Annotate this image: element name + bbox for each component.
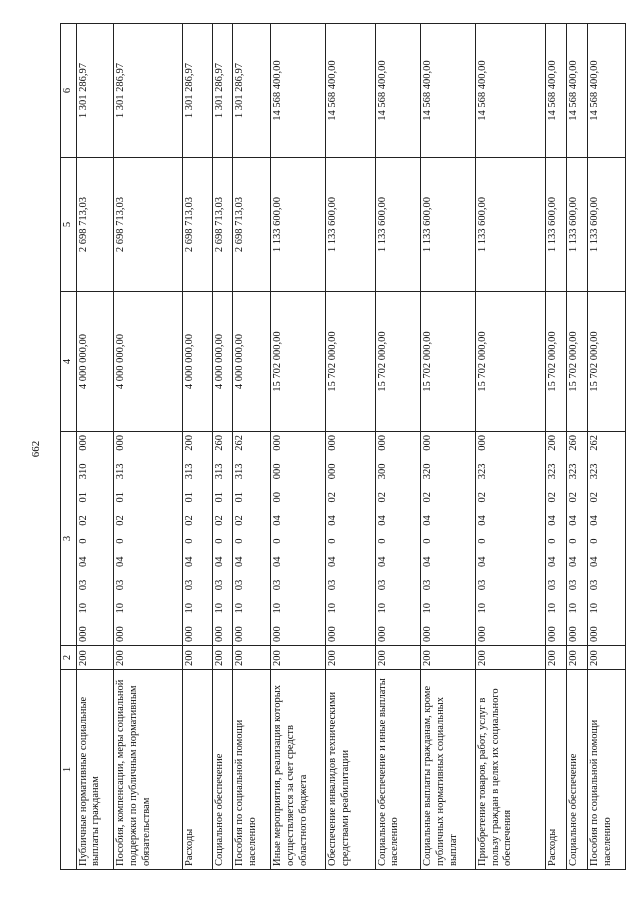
budget-code-part: 200 [183, 435, 195, 451]
table-row [212, 24, 233, 870]
row-amount-col5: 1 133 600,00 [546, 158, 567, 292]
budget-code-part: 04 [327, 556, 339, 567]
budget-code-part: 0 [77, 538, 89, 544]
budget-code-part: 0 [183, 538, 195, 544]
budget-code-part: 04 [213, 556, 225, 567]
budget-code-part: 000 [422, 626, 434, 642]
row-name-cell: Расходы [182, 670, 212, 870]
budget-code-part: 0 [234, 538, 246, 544]
budget-code-parts [214, 435, 227, 642]
budget-code-part: 03 [115, 579, 127, 591]
row-amount-col6: 14 568 400,00 [567, 24, 588, 158]
row-amount-col5: 1 133 600,00 [375, 158, 421, 292]
table-row [421, 24, 476, 870]
budget-code-part: 000 [588, 626, 600, 642]
row-amount-col6: 1 301 286,97 [212, 24, 233, 158]
row-admin-code-cell: 200 [76, 646, 114, 670]
row-budget-code-cell [326, 432, 376, 646]
row-name-cell: Приобретение товаров, работ, услуг в пользу граждан в целях их социального обеспечения [476, 670, 546, 870]
row-amount-col6: 14 568 400,00 [421, 24, 476, 158]
row-amount-col6: 14 568 400,00 [326, 24, 376, 158]
budget-code-part: 000 [376, 435, 388, 451]
budget-code-part: 04 [588, 515, 600, 526]
budget-code-part: 04 [272, 515, 284, 526]
budget-code-part: 02 [183, 515, 195, 526]
page-number: 662 [30, 440, 42, 458]
row-amount-col5: 1 133 600,00 [271, 158, 326, 292]
row-amount-col5: 1 133 600,00 [476, 158, 546, 292]
header-cell-4: 4 [61, 292, 77, 432]
budget-code-part: 10 [77, 603, 89, 614]
budget-code-part: 313 [115, 463, 127, 480]
table-row [375, 24, 421, 870]
budget-code-part: 260 [568, 435, 580, 451]
budget-code-part: 04 [588, 556, 600, 567]
budget-code-part: 000 [568, 626, 580, 642]
budget-code-part: 000 [327, 626, 339, 642]
budget-code-parts [115, 435, 128, 642]
budget-code-part: 04 [376, 515, 388, 526]
budget-code-part: 323 [477, 463, 489, 480]
table-row [546, 24, 567, 870]
budget-code-part: 03 [422, 579, 434, 591]
row-amount-col5: 2 698 713,03 [182, 158, 212, 292]
budget-code-part: 03 [77, 579, 89, 591]
budget-code-part: 04 [183, 556, 195, 567]
row-amount-col6: 14 568 400,00 [271, 24, 326, 158]
budget-code-part: 04 [422, 515, 434, 526]
budget-code-parts [377, 435, 390, 642]
budget-code-part: 02 [213, 515, 225, 526]
row-budget-code-cell [375, 432, 421, 646]
budget-code-part: 000 [376, 626, 388, 642]
budget-code-parts [422, 435, 435, 642]
budget-code-part: 10 [568, 603, 580, 614]
row-amount-col6: 1 301 286,97 [182, 24, 212, 158]
budget-code-part: 323 [568, 463, 580, 480]
budget-code-parts [589, 435, 602, 642]
budget-code-part: 03 [213, 579, 225, 591]
row-amount-col4: 15 702 000,00 [546, 292, 567, 432]
row-amount-col6: 14 568 400,00 [476, 24, 546, 158]
row-admin-code-cell: 200 [233, 646, 271, 670]
budget-code-part: 000 [272, 626, 284, 642]
row-budget-code-cell [476, 432, 546, 646]
budget-code-part: 03 [234, 579, 246, 591]
header-cell-3: 3 [61, 432, 77, 646]
budget-code-part: 03 [327, 579, 339, 591]
budget-code-parts [78, 435, 91, 642]
budget-code-part: 04 [477, 556, 489, 567]
budget-code-part: 02 [422, 492, 434, 503]
budget-code-part: 04 [568, 515, 580, 526]
budget-code-part: 04 [477, 515, 489, 526]
budget-code-part: 01 [213, 492, 225, 503]
row-amount-col4: 15 702 000,00 [567, 292, 588, 432]
row-budget-code-cell [212, 432, 233, 646]
budget-code-part: 310 [77, 463, 89, 480]
budget-code-part: 000 [77, 435, 89, 451]
table-row [76, 24, 114, 870]
table-body [76, 24, 625, 870]
budget-code-parts [327, 435, 340, 642]
budget-code-part: 0 [588, 538, 600, 544]
header-cell-2: 2 [61, 646, 77, 670]
budget-code-part: 0 [272, 538, 284, 544]
table-row [114, 24, 183, 870]
budget-code-part: 0 [568, 538, 580, 544]
row-amount-col4: 15 702 000,00 [326, 292, 376, 432]
budget-code-part: 10 [115, 603, 127, 614]
budget-code-part: 04 [422, 556, 434, 567]
budget-code-part: 02 [376, 492, 388, 503]
row-amount-col4: 4 000 000,00 [76, 292, 114, 432]
row-amount-col5: 2 698 713,03 [114, 158, 183, 292]
budget-code-part: 01 [115, 492, 127, 503]
row-budget-code-cell [587, 432, 625, 646]
budget-code-part: 02 [77, 515, 89, 526]
row-name-cell: Обеспечение инвалидов техническими средствами реабилитации [326, 670, 376, 870]
budget-code-part: 262 [588, 435, 600, 451]
header-cell-6: 6 [61, 24, 77, 158]
budget-code-part: 02 [477, 492, 489, 503]
budget-code-part: 262 [234, 435, 246, 451]
row-amount-col4: 4 000 000,00 [212, 292, 233, 432]
budget-code-part: 04 [234, 556, 246, 567]
row-amount-col5: 1 133 600,00 [326, 158, 376, 292]
budget-code-part: 000 [477, 626, 489, 642]
budget-code-part: 0 [477, 538, 489, 544]
budget-code-part: 000 [234, 626, 246, 642]
budget-code-part: 04 [547, 556, 559, 567]
budget-code-part: 000 [272, 463, 284, 480]
row-amount-col4: 4 000 000,00 [182, 292, 212, 432]
budget-code-part: 10 [376, 603, 388, 614]
row-admin-code-cell: 200 [476, 646, 546, 670]
row-name-cell: Социальные выплаты гражданам, кроме публичных нормативных социальных выплат [421, 670, 476, 870]
budget-code-part: 04 [568, 556, 580, 567]
row-amount-col4: 15 702 000,00 [476, 292, 546, 432]
budget-code-parts [477, 435, 490, 642]
budget-code-part: 02 [588, 492, 600, 503]
row-admin-code-cell: 200 [375, 646, 421, 670]
table-row [587, 24, 625, 870]
row-name-cell: Пособия по социальной помощи населению [587, 670, 625, 870]
budget-code-part: 10 [234, 603, 246, 614]
budget-code-part: 03 [272, 579, 284, 591]
row-amount-col6: 1 301 286,97 [114, 24, 183, 158]
row-amount-col6: 1 301 286,97 [233, 24, 271, 158]
budget-code-part: 10 [272, 603, 284, 614]
table-header [61, 24, 77, 870]
budget-code-part: 000 [422, 435, 434, 451]
budget-code-parts [184, 435, 197, 642]
row-name-cell: Пособия, компенсации, меры социальной поддержки по публичным нормативным обязательствам [114, 670, 183, 870]
budget-code-part: 10 [477, 603, 489, 614]
table-row [182, 24, 212, 870]
budget-code-part: 03 [376, 579, 388, 591]
row-amount-col6: 14 568 400,00 [587, 24, 625, 158]
row-amount-col5: 1 133 600,00 [587, 158, 625, 292]
row-amount-col5: 2 698 713,03 [76, 158, 114, 292]
budget-code-part: 313 [183, 463, 195, 480]
budget-table [60, 23, 626, 870]
budget-code-part: 000 [183, 626, 195, 642]
budget-code-part: 02 [234, 515, 246, 526]
row-budget-code-cell [233, 432, 271, 646]
row-amount-col6: 1 301 286,97 [76, 24, 114, 158]
budget-code-part: 04 [77, 556, 89, 567]
row-name-cell: Пособия по социальной помощи населению [233, 670, 271, 870]
budget-code-parts [547, 435, 560, 642]
budget-code-part: 02 [115, 515, 127, 526]
budget-code-part: 000 [547, 626, 559, 642]
table-row [567, 24, 588, 870]
budget-code-part: 000 [272, 435, 284, 451]
budget-code-part: 313 [234, 463, 246, 480]
budget-code-part: 01 [77, 492, 89, 503]
budget-code-part: 000 [115, 626, 127, 642]
budget-code-part: 03 [568, 579, 580, 591]
budget-code-part: 0 [422, 538, 434, 544]
row-admin-code-cell: 200 [567, 646, 588, 670]
row-amount-col4: 15 702 000,00 [421, 292, 476, 432]
row-admin-code-cell: 200 [114, 646, 183, 670]
row-admin-code-cell: 200 [182, 646, 212, 670]
row-budget-code-cell [546, 432, 567, 646]
budget-code-part: 10 [183, 603, 195, 614]
row-amount-col4: 4 000 000,00 [114, 292, 183, 432]
row-name-cell: Социальное обеспечение и иные выплаты населению [375, 670, 421, 870]
budget-code-parts [272, 435, 285, 642]
budget-code-part: 0 [376, 538, 388, 544]
row-budget-code-cell [182, 432, 212, 646]
budget-code-part: 260 [213, 435, 225, 451]
row-admin-code-cell: 200 [546, 646, 567, 670]
table-row [271, 24, 326, 870]
row-amount-col4: 4 000 000,00 [233, 292, 271, 432]
row-name-cell: Публичные нормативные социальные выплаты гражданам [76, 670, 114, 870]
row-amount-col6: 14 568 400,00 [546, 24, 567, 158]
budget-code-part: 02 [568, 492, 580, 503]
row-admin-code-cell: 200 [271, 646, 326, 670]
budget-code-part: 0 [115, 538, 127, 544]
row-amount-col4: 15 702 000,00 [375, 292, 421, 432]
budget-code-part: 000 [115, 435, 127, 451]
budget-code-part: 300 [376, 463, 388, 480]
row-admin-code-cell: 200 [326, 646, 376, 670]
budget-code-part: 10 [327, 603, 339, 614]
budget-code-part: 0 [327, 538, 339, 544]
budget-code-part: 10 [213, 603, 225, 614]
table-row [326, 24, 376, 870]
budget-code-parts [568, 435, 581, 642]
table-row [476, 24, 546, 870]
budget-code-part: 04 [272, 556, 284, 567]
row-amount-col5: 2 698 713,03 [233, 158, 271, 292]
row-admin-code-cell: 200 [587, 646, 625, 670]
budget-code-part: 323 [547, 463, 559, 480]
budget-code-part: 04 [547, 515, 559, 526]
budget-code-part: 323 [588, 463, 600, 480]
budget-code-part: 320 [422, 463, 434, 480]
header-row [61, 24, 77, 870]
budget-code-part: 03 [183, 579, 195, 591]
budget-code-part: 02 [327, 492, 339, 503]
row-admin-code-cell: 200 [212, 646, 233, 670]
budget-code-part: 000 [477, 435, 489, 451]
row-name-cell: Расходы [546, 670, 567, 870]
budget-code-part: 313 [213, 463, 225, 480]
row-amount-col4: 15 702 000,00 [587, 292, 625, 432]
row-amount-col5: 2 698 713,03 [212, 158, 233, 292]
row-budget-code-cell [271, 432, 326, 646]
budget-code-part: 10 [547, 603, 559, 614]
budget-code-part: 000 [327, 463, 339, 480]
row-amount-col4: 15 702 000,00 [271, 292, 326, 432]
budget-code-parts [234, 435, 247, 642]
header-cell-5: 5 [61, 158, 77, 292]
budget-code-part: 10 [588, 603, 600, 614]
budget-code-part: 03 [588, 579, 600, 591]
budget-code-part: 03 [477, 579, 489, 591]
budget-code-part: 03 [547, 579, 559, 591]
budget-code-part: 10 [422, 603, 434, 614]
budget-code-part: 04 [115, 556, 127, 567]
row-amount-col6: 14 568 400,00 [375, 24, 421, 158]
row-budget-code-cell [567, 432, 588, 646]
row-budget-code-cell [114, 432, 183, 646]
budget-code-part: 000 [327, 435, 339, 451]
budget-code-part: 200 [547, 435, 559, 451]
row-name-cell: Социальное обеспечение [567, 670, 588, 870]
budget-code-part: 04 [376, 556, 388, 567]
row-name-cell: Иные мероприятия, реализация которых осуществляется за счет средств областного бюджета [271, 670, 326, 870]
budget-code-part: 04 [327, 515, 339, 526]
budget-code-part: 000 [213, 626, 225, 642]
row-admin-code-cell: 200 [421, 646, 476, 670]
budget-code-part: 02 [547, 492, 559, 503]
table-row [233, 24, 271, 870]
row-amount-col5: 1 133 600,00 [421, 158, 476, 292]
row-budget-code-cell [421, 432, 476, 646]
budget-code-part: 0 [213, 538, 225, 544]
row-amount-col5: 1 133 600,00 [567, 158, 588, 292]
row-name-cell: Социальное обеспечение [212, 670, 233, 870]
budget-code-part: 000 [77, 626, 89, 642]
budget-code-part: 01 [183, 492, 195, 503]
budget-code-part: 01 [234, 492, 246, 503]
budget-code-part: 00 [272, 492, 284, 503]
budget-code-part: 0 [547, 538, 559, 544]
rotated-table-container [60, 24, 626, 870]
row-budget-code-cell [76, 432, 114, 646]
header-cell-1: 1 [61, 670, 77, 870]
